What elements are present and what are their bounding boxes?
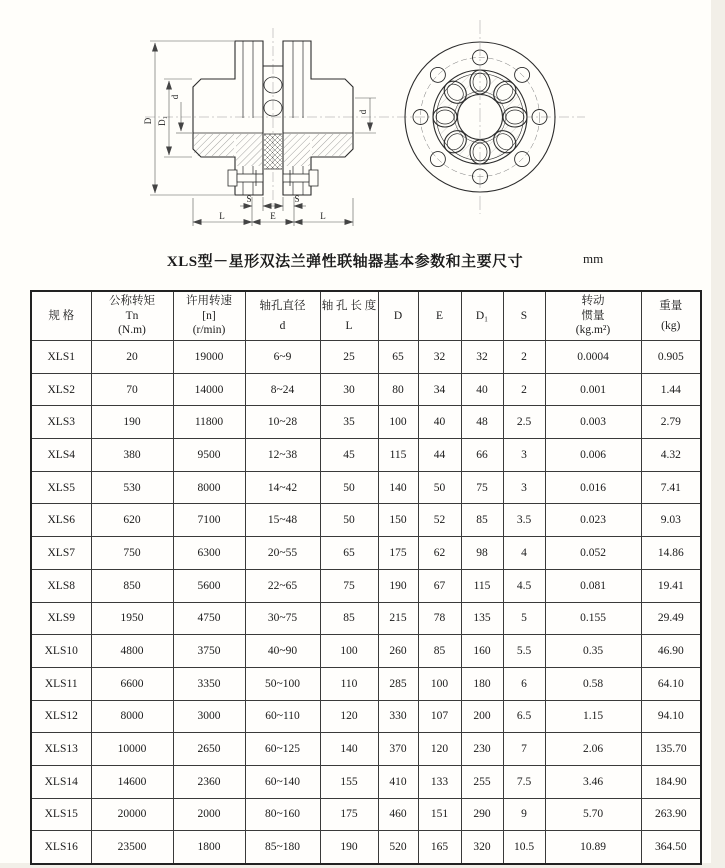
spec-cell: XLS9 — [31, 602, 91, 635]
value-cell: 22~65 — [245, 569, 320, 602]
column-header-line: (N.m) — [118, 324, 146, 337]
value-cell: 263.90 — [641, 798, 701, 831]
value-cell: 85 — [418, 635, 461, 668]
table-row — [31, 765, 701, 798]
value-cell: 65 — [378, 341, 418, 374]
dim-label-E: E — [270, 211, 276, 221]
value-cell: 140 — [320, 733, 378, 766]
column-header-line: (r/min) — [192, 324, 226, 337]
table-row — [31, 798, 701, 831]
value-cell: 0.35 — [545, 635, 641, 668]
value-cell: 30~75 — [245, 602, 320, 635]
column-header-line: 轴孔直径 — [259, 300, 306, 313]
value-cell: 215 — [378, 602, 418, 635]
value-cell: 175 — [378, 537, 418, 570]
dim-label-D: D — [143, 117, 153, 125]
value-cell: 115 — [461, 569, 503, 602]
value-cell: 0.006 — [545, 439, 641, 472]
value-cell: 2.79 — [641, 406, 701, 439]
value-cell: 184.90 — [641, 765, 701, 798]
value-cell: 4800 — [91, 635, 173, 668]
value-cell: 6300 — [173, 537, 245, 570]
column-header-line: 转动 — [581, 295, 605, 308]
value-cell: 1800 — [173, 831, 245, 864]
value-cell: 40~90 — [245, 635, 320, 668]
value-cell: 1950 — [91, 602, 173, 635]
spec-cell: XLS6 — [31, 504, 91, 537]
value-cell: 6.5 — [503, 700, 545, 733]
value-cell: 0.155 — [545, 602, 641, 635]
column-header-line: 轴 孔 长 度 — [321, 300, 377, 313]
spec-cell: XLS4 — [31, 439, 91, 472]
table-header-row — [31, 291, 701, 341]
value-cell: 120 — [418, 733, 461, 766]
column-header — [320, 291, 378, 341]
value-cell: 120 — [320, 700, 378, 733]
value-cell: 60~140 — [245, 765, 320, 798]
value-cell: 40 — [461, 373, 503, 406]
spec-cell: XLS5 — [31, 471, 91, 504]
value-cell: 65 — [320, 537, 378, 570]
value-cell: 12~38 — [245, 439, 320, 472]
column-header-line: 规 格 — [48, 309, 75, 322]
value-cell: 190 — [378, 569, 418, 602]
value-cell: 520 — [378, 831, 418, 864]
value-cell: 5.5 — [503, 635, 545, 668]
value-cell: 75 — [320, 569, 378, 602]
value-cell: 45 — [320, 439, 378, 472]
table-row — [31, 602, 701, 635]
value-cell: 20 — [91, 341, 173, 374]
value-cell: 0.58 — [545, 667, 641, 700]
value-cell: 80~160 — [245, 798, 320, 831]
spec-cell: XLS8 — [31, 569, 91, 602]
value-cell: 190 — [91, 406, 173, 439]
value-cell: 0.016 — [545, 471, 641, 504]
column-header-line: (kg) — [661, 319, 681, 332]
table-row — [31, 569, 701, 602]
value-cell: 160 — [461, 635, 503, 668]
value-cell: 133 — [418, 765, 461, 798]
value-cell: 44 — [418, 439, 461, 472]
value-cell: 23500 — [91, 831, 173, 864]
value-cell: 25 — [320, 341, 378, 374]
value-cell: 100 — [418, 667, 461, 700]
value-cell: 410 — [378, 765, 418, 798]
value-cell: 0.0004 — [545, 341, 641, 374]
value-cell: 3750 — [173, 635, 245, 668]
value-cell: 107 — [418, 700, 461, 733]
value-cell: 110 — [320, 667, 378, 700]
value-cell: 320 — [461, 831, 503, 864]
spec-cell: XLS12 — [31, 700, 91, 733]
value-cell: 230 — [461, 733, 503, 766]
value-cell: 255 — [461, 765, 503, 798]
table-row — [31, 700, 701, 733]
value-cell: 29.49 — [641, 602, 701, 635]
value-cell: 155 — [320, 765, 378, 798]
table-row — [31, 733, 701, 766]
table-row — [31, 635, 701, 668]
spec-cell: XLS11 — [31, 667, 91, 700]
value-cell: 5.70 — [545, 798, 641, 831]
spec-cell: XLS7 — [31, 537, 91, 570]
value-cell: 850 — [91, 569, 173, 602]
column-header-line: L — [345, 319, 353, 332]
column-header-line: Tn — [125, 309, 139, 322]
value-cell: 115 — [378, 439, 418, 472]
value-cell: 2.5 — [503, 406, 545, 439]
spec-cell: XLS15 — [31, 798, 91, 831]
dim-label-D1: D₁ — [157, 116, 167, 126]
value-cell: 364.50 — [641, 831, 701, 864]
value-cell: 80 — [378, 373, 418, 406]
value-cell: 35 — [320, 406, 378, 439]
spec-cell: XLS14 — [31, 765, 91, 798]
value-cell: 50 — [320, 504, 378, 537]
value-cell: 180 — [461, 667, 503, 700]
column-header — [245, 291, 320, 341]
table-row — [31, 471, 701, 504]
value-cell: 6~9 — [245, 341, 320, 374]
value-cell: 190 — [320, 831, 378, 864]
value-cell: 2360 — [173, 765, 245, 798]
value-cell: 150 — [378, 504, 418, 537]
value-cell: 15~48 — [245, 504, 320, 537]
bolt-right — [283, 170, 318, 186]
value-cell: 75 — [461, 471, 503, 504]
column-header — [91, 291, 173, 341]
value-cell: 46.90 — [641, 635, 701, 668]
column-header-line: S — [520, 309, 528, 322]
value-cell: 20000 — [91, 798, 173, 831]
column-header-line: 公称转矩 — [109, 295, 155, 308]
column-header — [418, 291, 461, 341]
value-cell: 3000 — [173, 700, 245, 733]
value-cell: 40 — [418, 406, 461, 439]
value-cell: 3.46 — [545, 765, 641, 798]
value-cell: 9.03 — [641, 504, 701, 537]
dim-label-L-right: L — [320, 211, 326, 221]
value-cell: 0.052 — [545, 537, 641, 570]
value-cell: 85 — [461, 504, 503, 537]
column-header — [173, 291, 245, 341]
value-cell: 750 — [91, 537, 173, 570]
value-cell: 0.081 — [545, 569, 641, 602]
value-cell: 9 — [503, 798, 545, 831]
value-cell: 85~180 — [245, 831, 320, 864]
value-cell: 4.5 — [503, 569, 545, 602]
column-header-line: (kg.m²) — [575, 324, 611, 337]
dim-label-L-left: L — [219, 211, 225, 221]
value-cell: 3.5 — [503, 504, 545, 537]
value-cell: 7.41 — [641, 471, 701, 504]
dim-label-S-right: S — [294, 194, 300, 204]
value-cell: 620 — [91, 504, 173, 537]
value-cell: 460 — [378, 798, 418, 831]
value-cell: 30 — [320, 373, 378, 406]
value-cell: 285 — [378, 667, 418, 700]
value-cell: 4 — [503, 537, 545, 570]
value-cell: 5 — [503, 602, 545, 635]
dim-label-d-right: d — [358, 109, 368, 115]
value-cell: 70 — [91, 373, 173, 406]
page-title: XLS型－星形双法兰弹性联轴器基本参数和主要尺寸 — [166, 254, 524, 270]
value-cell: 50 — [320, 471, 378, 504]
column-header-line: d — [279, 319, 286, 332]
column-header — [461, 291, 503, 341]
value-cell: 19000 — [173, 341, 245, 374]
value-cell: 0.001 — [545, 373, 641, 406]
value-cell: 140 — [378, 471, 418, 504]
value-cell: 10000 — [91, 733, 173, 766]
spec-cell: XLS1 — [31, 341, 91, 374]
table-row — [31, 504, 701, 537]
value-cell: 2.06 — [545, 733, 641, 766]
value-cell: 8000 — [173, 471, 245, 504]
spec-cell: XLS13 — [31, 733, 91, 766]
value-cell: 330 — [378, 700, 418, 733]
value-cell: 6 — [503, 667, 545, 700]
value-cell: 7.5 — [503, 765, 545, 798]
value-cell: 50 — [418, 471, 461, 504]
value-cell: 14000 — [173, 373, 245, 406]
column-header — [378, 291, 418, 341]
value-cell: 2650 — [173, 733, 245, 766]
value-cell: 200 — [461, 700, 503, 733]
value-cell: 8~24 — [245, 373, 320, 406]
value-cell: 175 — [320, 798, 378, 831]
value-cell: 530 — [91, 471, 173, 504]
value-cell: 64.10 — [641, 667, 701, 700]
value-cell: 19.41 — [641, 569, 701, 602]
value-cell: 8000 — [91, 700, 173, 733]
spec-cell: XLS3 — [31, 406, 91, 439]
coupling-drawing-svg — [0, 0, 725, 248]
value-cell: 0.023 — [545, 504, 641, 537]
value-cell: 10.89 — [545, 831, 641, 864]
value-cell: 14600 — [91, 765, 173, 798]
value-cell: 10~28 — [245, 406, 320, 439]
value-cell: 6600 — [91, 667, 173, 700]
value-cell: 3350 — [173, 667, 245, 700]
value-cell: 52 — [418, 504, 461, 537]
column-header — [503, 291, 545, 341]
value-cell: 0.905 — [641, 341, 701, 374]
value-cell: 60~110 — [245, 700, 320, 733]
unit-label: mm — [583, 251, 604, 266]
value-cell: 11800 — [173, 406, 245, 439]
value-cell: 260 — [378, 635, 418, 668]
value-cell: 380 — [91, 439, 173, 472]
bolt-left — [228, 170, 263, 186]
value-cell: 98 — [461, 537, 503, 570]
value-cell: 32 — [461, 341, 503, 374]
value-cell: 7 — [503, 733, 545, 766]
value-cell: 9500 — [173, 439, 245, 472]
table-row — [31, 406, 701, 439]
value-cell: 1.15 — [545, 700, 641, 733]
column-header-line: [n] — [202, 309, 216, 322]
value-cell: 67 — [418, 569, 461, 602]
value-cell: 1.44 — [641, 373, 701, 406]
value-cell: 2 — [503, 373, 545, 406]
value-cell: 50~100 — [245, 667, 320, 700]
value-cell: 5600 — [173, 569, 245, 602]
column-header — [641, 291, 701, 341]
column-header-line: 惯量 — [581, 309, 605, 322]
value-cell: 32 — [418, 341, 461, 374]
value-cell: 151 — [418, 798, 461, 831]
value-cell: 48 — [461, 406, 503, 439]
value-cell: 165 — [418, 831, 461, 864]
value-cell: 10.5 — [503, 831, 545, 864]
value-cell: 85 — [320, 602, 378, 635]
spec-table — [30, 290, 702, 865]
value-cell: 135.70 — [641, 733, 701, 766]
value-cell: 370 — [378, 733, 418, 766]
value-cell: 14.86 — [641, 537, 701, 570]
dim-label-S-left: S — [246, 194, 252, 204]
column-header — [31, 291, 91, 341]
value-cell: 2000 — [173, 798, 245, 831]
technical-drawing — [0, 0, 725, 248]
table-row — [31, 439, 701, 472]
value-cell: 20~55 — [245, 537, 320, 570]
value-cell: 100 — [320, 635, 378, 668]
table-row — [31, 537, 701, 570]
table-body — [31, 341, 701, 865]
spec-cell: XLS2 — [31, 373, 91, 406]
value-cell: 290 — [461, 798, 503, 831]
value-cell: 34 — [418, 373, 461, 406]
column-header-line: D — [393, 309, 403, 322]
value-cell: 3 — [503, 471, 545, 504]
spec-cell: XLS10 — [31, 635, 91, 668]
spec-cell: XLS16 — [31, 831, 91, 864]
value-cell: 7100 — [173, 504, 245, 537]
table-row — [31, 341, 701, 374]
value-cell: 100 — [378, 406, 418, 439]
table-row — [31, 373, 701, 406]
value-cell: 4750 — [173, 602, 245, 635]
value-cell: 60~125 — [245, 733, 320, 766]
value-cell: 4.32 — [641, 439, 701, 472]
value-cell: 0.003 — [545, 406, 641, 439]
column-header-line: E — [435, 309, 444, 322]
column-header-line: 重量 — [659, 300, 683, 313]
value-cell: 78 — [418, 602, 461, 635]
value-cell: 14~42 — [245, 471, 320, 504]
table-row — [31, 667, 701, 700]
value-cell: 3 — [503, 439, 545, 472]
column-header — [545, 291, 641, 341]
column-header-line: D₁ — [475, 309, 489, 322]
dim-label-d-left: d — [170, 94, 180, 100]
value-cell: 135 — [461, 602, 503, 635]
value-cell: 66 — [461, 439, 503, 472]
value-cell: 62 — [418, 537, 461, 570]
title-row — [0, 250, 725, 274]
value-cell: 94.10 — [641, 700, 701, 733]
table-row — [31, 831, 701, 864]
column-header-line: 许用转速 — [186, 295, 232, 308]
value-cell: 2 — [503, 341, 545, 374]
